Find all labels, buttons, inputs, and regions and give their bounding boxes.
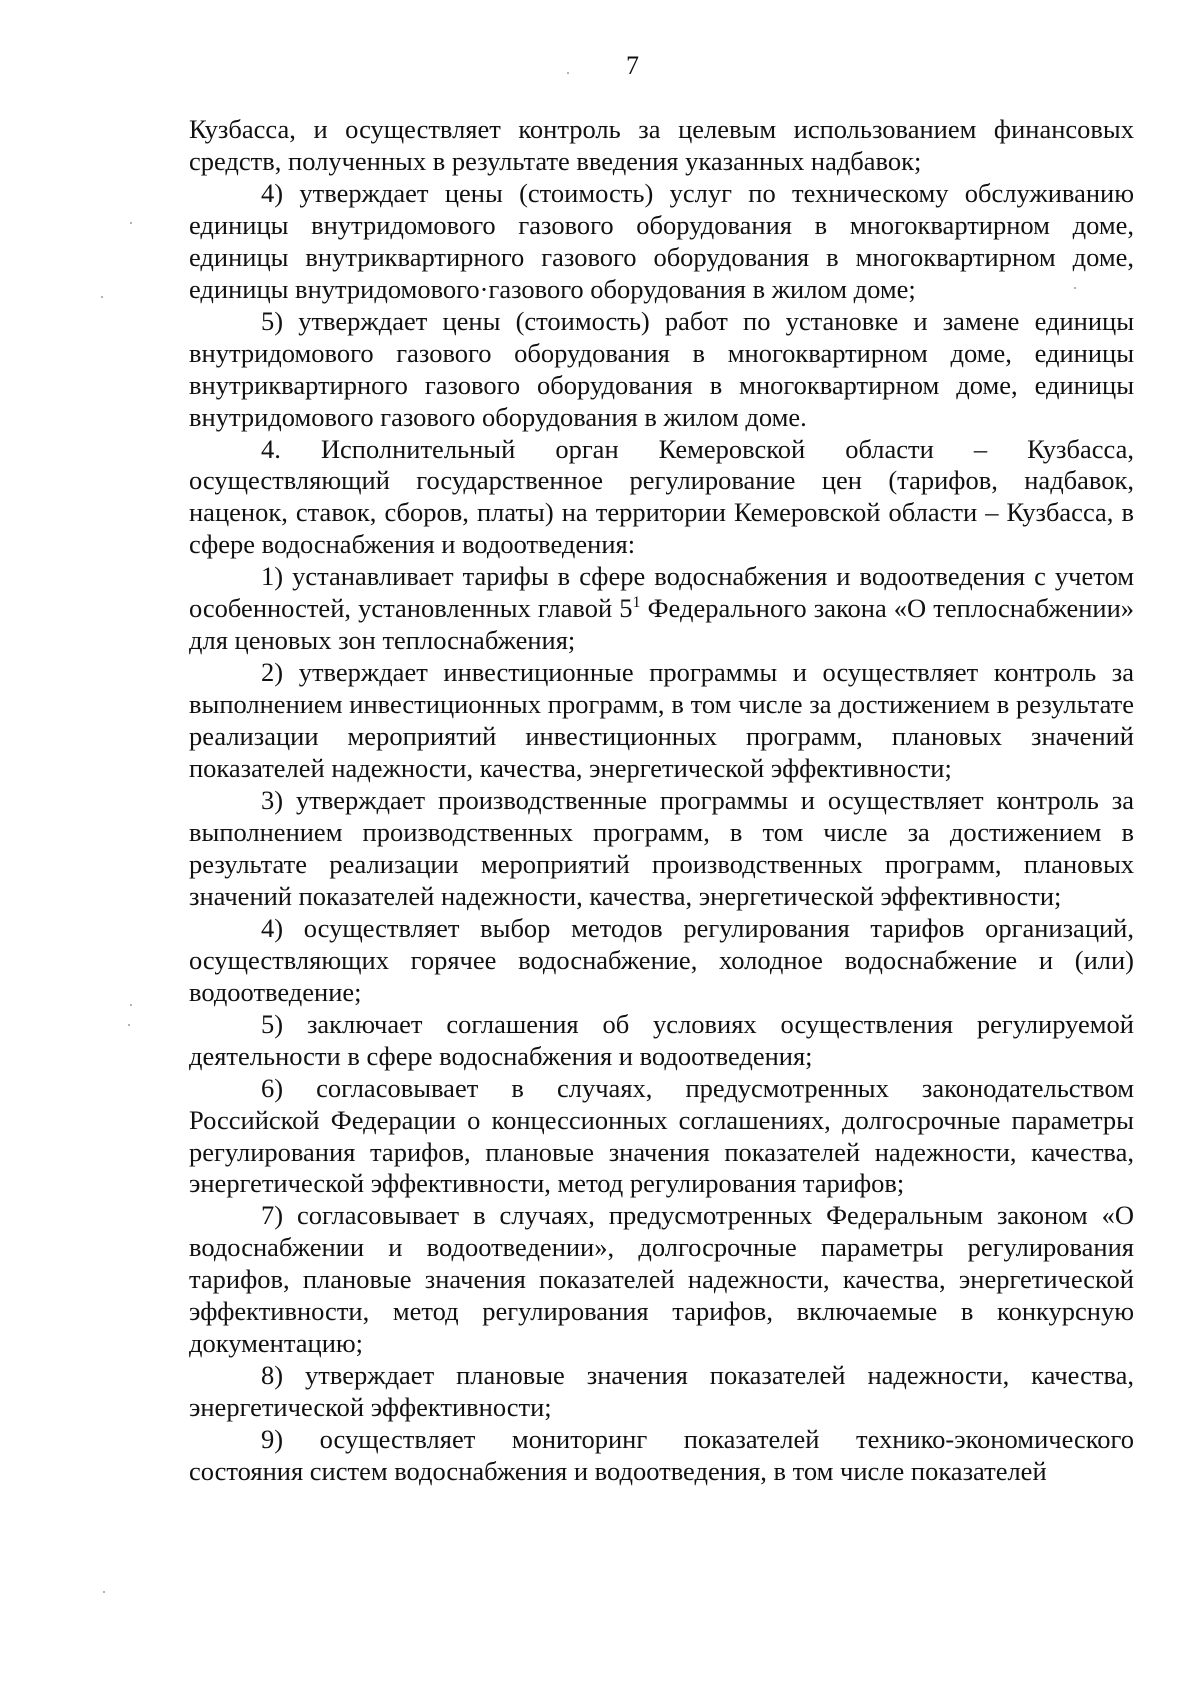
paragraph-item-8-planned-values: 8) утверждает плановые значения показателей надежности, качества, энергетической эффективности;	[189, 1360, 1134, 1423]
paragraph-item-2-investment: 2) утверждает инвестиционные программы и осуществляет контроль за выполнением инвестиционных программ, в том числе за достижением в результате реализации мероприятий инвестиционных программ, плановых значений показателей надежности, качества, энергетической эффективности;	[189, 657, 1134, 784]
paragraph-section-4: 4. Исполнительный орган Кемеровской области – Кузбасса, осуществляющий государственное регулирование цен (тарифов, надбавок, наценок, ставок, сборов, платы) на территории Кемеровской области – Кузбасса, в сфере водоснабжения и водоотведения:	[189, 433, 1134, 560]
item-1-text-end: Федерального закона «О теплоснабжении» для ценовых зон теплоснабжения;	[189, 593, 1135, 656]
paragraph-item-6-concession: 6) согласовывает в случаях, предусмотренных законодательством Российской Федерации о концессионных соглашениях, долгосрочные параметры регулирования тарифов, плановые значения показателей надежности, качества, энергетической эффективности, метод регулирования тарифов;	[189, 1072, 1134, 1199]
paragraph-item-4-gas-service: 4) утверждает цены (стоимость) услуг по техническому обслуживанию единицы внутридомового газового оборудования в многоквартирном доме, единицы внутриквартирного газового оборудования в многоквартирном доме, единицы внутридомового·газового оборудования в жилом доме;	[189, 177, 1134, 304]
scan-speck	[130, 222, 132, 224]
paragraph-item-5-agreements: 5) заключает соглашения об условиях осуществления регулируемой деятельности в сфере водоснабжения и водоотведения;	[189, 1008, 1134, 1071]
scan-speck	[567, 72, 569, 74]
scan-speck	[103, 1591, 105, 1593]
scan-speck	[130, 1004, 132, 1006]
chapter-superscript: 1	[632, 594, 641, 612]
paragraph-continuation: Кузбасса, и осуществляет контроль за целевым использованием финансовых средств, полученных в результате введения указанных надбавок;	[189, 114, 1134, 176]
paragraph-item-3-production: 3) утверждает производственные программы и осуществляет контроль за выполнением производственных программ, в том числе за достижением в результате реализации мероприятий производственных программ, плановых значений показателей надежности, качества, энергетической эффективности;	[189, 785, 1134, 911]
page-number: 7	[626, 51, 639, 80]
paragraph-item-9-monitoring: 9) осуществляет мониторинг показателей технико-экономического состояния систем водоснабжения и водоотведения, в том числе показателей	[189, 1424, 1134, 1487]
document-body	[189, 114, 1134, 1488]
item-1-text-start: 1) устанавливает тарифы в сфере водоснабжения и водоотведения с учетом особенностей, установленных главой 5	[189, 561, 1134, 624]
paragraph-item-7-federal-law: 7) согласовывает в случаях, предусмотренных Федеральным законом «О водоснабжении и водоотведении», долгосрочные параметры регулирования тарифов, плановые значения показателей надежности, качества, энергетической эффективности, метод регулирования тарифов, включаемые в конкурсную документацию;	[189, 1200, 1134, 1359]
paragraph-item-5-gas-install: 5) утверждает цены (стоимость) работ по установке и замене единицы внутридомового газового оборудования в многоквартирном доме, единицы внутриквартирного газового оборудования в многоквартирном доме, единицы внутридомового газового оборудования в жилом доме.	[189, 305, 1134, 432]
scan-speck	[128, 1024, 130, 1026]
scan-speck	[1074, 287, 1076, 289]
scan-speck	[101, 296, 103, 298]
paragraph-item-4-methods: 4) осуществляет выбор методов регулирования тарифов организаций, осуществляющих горячее водоснабжение, холодное водоснабжение и (или) водоотведение;	[189, 912, 1134, 1007]
paragraph-item-1-tariffs	[189, 561, 1134, 657]
